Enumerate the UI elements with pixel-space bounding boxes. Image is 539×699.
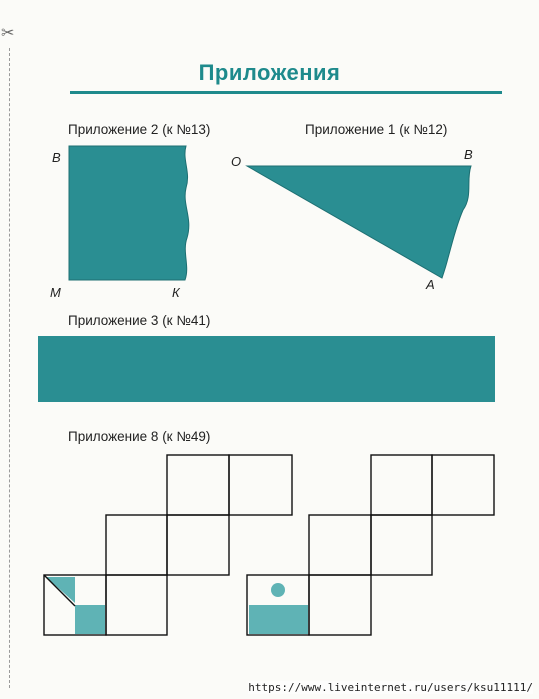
page-title: Приложения: [198, 60, 341, 85]
appendix2-label-bottom-right: К: [172, 285, 180, 300]
appendix3-strip: [38, 336, 495, 402]
appendix2-label-top-left: В: [52, 150, 61, 165]
appendix8-right-shading: [249, 583, 308, 634]
appendix2-label-bottom-left: М: [50, 285, 61, 300]
right-net-band-mark: [249, 605, 308, 634]
appendix3-caption: Приложение 3 (к №41): [68, 313, 211, 328]
appendix1-label-b: В: [464, 147, 473, 162]
appendix1-triangle: [247, 166, 471, 278]
watermark-url: https://www.liveinternet.ru/users/ksu11111/: [248, 681, 533, 694]
appendix1-label-a: А: [426, 277, 435, 292]
appendix1-label-o: О: [231, 154, 242, 169]
left-net-square-mark: [75, 605, 105, 634]
appendix1-caption: Приложение 1 (к №12): [305, 122, 448, 137]
appendix2-rectangle: [69, 146, 189, 280]
appendix8-left-shading: [44, 575, 105, 634]
right-net-circle-mark: [271, 583, 285, 597]
scissors-icon: ✂: [1, 25, 15, 42]
appendix2-caption: Приложение 2 (к №13): [68, 122, 211, 137]
appendix8-caption: Приложение 8 (к №49): [68, 429, 211, 444]
